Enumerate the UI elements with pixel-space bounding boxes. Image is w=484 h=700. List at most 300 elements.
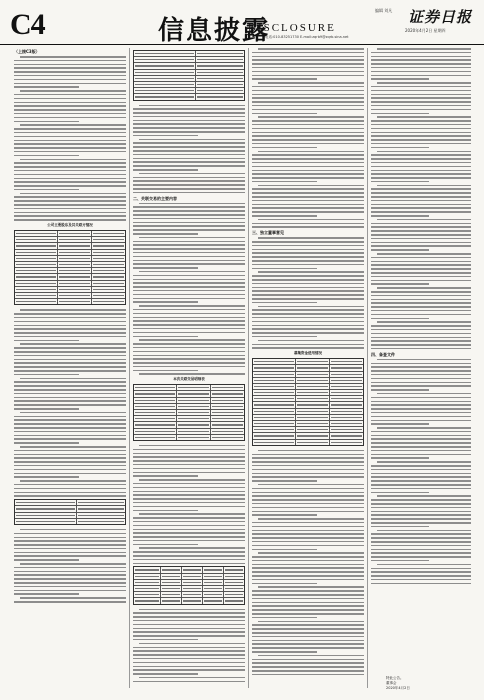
text-line: [371, 170, 471, 172]
text-line: [377, 321, 471, 323]
text-line: [162, 569, 180, 570]
text-line: [252, 67, 364, 69]
table-cell: [296, 402, 330, 407]
table-cell: [330, 427, 363, 432]
table-cell: [92, 268, 125, 273]
table-cell: [58, 250, 92, 255]
text-line: [133, 506, 245, 508]
text-line: [133, 544, 198, 546]
text-line: [14, 321, 126, 323]
table-cell: [161, 580, 182, 585]
table-cell: [134, 404, 177, 409]
text-line: [212, 431, 243, 432]
table-cell: [58, 293, 92, 298]
text-line: [371, 78, 429, 80]
text-line: [139, 139, 245, 141]
table-cell: [253, 365, 296, 370]
signature-text: 特此公告。: [386, 676, 404, 680]
table-cell: [15, 519, 77, 524]
section-title: 信息披露: [158, 16, 271, 46]
text-line: [254, 392, 294, 393]
text-line: [371, 177, 471, 179]
text-line: [252, 598, 364, 600]
text-line: [14, 75, 126, 77]
text-line: [371, 306, 471, 308]
text-line: [204, 588, 222, 589]
text-line: [371, 90, 471, 92]
text-line: [371, 283, 429, 285]
text-line: [371, 280, 471, 282]
text-line: [371, 526, 429, 528]
text-line: [331, 386, 362, 387]
text-line: [133, 142, 245, 144]
text-line: [252, 632, 364, 634]
text-line: [133, 267, 198, 269]
text-line: [252, 313, 364, 315]
text-line: [14, 113, 126, 115]
table-cell: [330, 384, 363, 389]
table-cell: [161, 574, 182, 579]
text-line: [371, 276, 471, 278]
table-cell: [224, 574, 244, 579]
text-line: [178, 393, 209, 394]
table-cell: [211, 410, 244, 415]
text-line: [20, 90, 126, 92]
text-line: [135, 393, 175, 394]
text-line: [371, 120, 471, 122]
text-line: [252, 575, 364, 577]
text-line: [204, 600, 222, 601]
text-line: [252, 204, 364, 206]
text-line: [59, 233, 90, 234]
text-line: [371, 158, 471, 160]
text-line: [133, 161, 245, 163]
table-cell: [15, 237, 58, 242]
text-line: [377, 48, 471, 50]
table-cell: [211, 404, 244, 409]
table-cell: [296, 440, 330, 445]
text-line: [133, 456, 245, 458]
text-line: [252, 511, 364, 513]
text-line: [297, 380, 328, 381]
text-line: [59, 252, 90, 253]
text-line: [258, 484, 364, 486]
text-line: [14, 450, 126, 452]
text-line: [254, 404, 294, 405]
text-line: [20, 446, 126, 448]
text-line: [16, 283, 56, 284]
table-cell: [330, 402, 363, 407]
table-cell: [161, 598, 182, 603]
text-line: [297, 429, 328, 430]
table-cell: [182, 567, 203, 572]
text-line: [254, 374, 294, 375]
text-line: [377, 151, 471, 153]
text-line: [252, 109, 364, 111]
text-line: [197, 90, 243, 91]
text-line: [371, 147, 429, 149]
text-line: [252, 147, 317, 149]
text-line: [133, 188, 245, 190]
text-line: [331, 404, 362, 405]
text-block: [133, 105, 245, 194]
text-line: [297, 398, 328, 399]
text-line: [371, 575, 471, 577]
text-line: [258, 151, 364, 153]
text-line: [133, 123, 245, 125]
text-line: [93, 245, 124, 246]
text-line: [14, 332, 126, 334]
text-line: [252, 325, 364, 327]
table-cell: [211, 435, 244, 440]
text-line: [133, 639, 198, 641]
text-block: [133, 203, 245, 375]
table-cell: [203, 592, 224, 597]
text-line: [178, 424, 209, 425]
text-line: [133, 347, 245, 349]
text-block: [252, 48, 364, 228]
table-cell: [253, 433, 296, 438]
text-line: [377, 185, 471, 187]
text-line: [14, 189, 79, 191]
text-line: [133, 475, 198, 477]
text-line: [16, 270, 56, 271]
table-cell: [253, 415, 296, 420]
text-line: [139, 203, 245, 205]
text-line: [371, 75, 471, 77]
text-line: [371, 450, 471, 452]
text-line: [139, 609, 245, 611]
text-line: [371, 366, 471, 368]
text-line: [14, 423, 126, 425]
text-line: [331, 411, 362, 412]
text-line: [371, 295, 471, 297]
section-heading: 二、关联交易的主要内容: [133, 195, 177, 201]
table-cell: [203, 567, 224, 572]
table-cell: [330, 365, 363, 370]
text-line: [371, 63, 471, 65]
text-line: [225, 569, 243, 570]
table-cell: [253, 378, 296, 383]
text-line: [16, 508, 75, 509]
text-line: [371, 469, 471, 471]
text-line: [212, 418, 243, 419]
text-line: [252, 177, 364, 179]
text-line: [139, 547, 245, 549]
text-line: [254, 429, 294, 430]
text-line: [252, 302, 317, 304]
text-line: [377, 393, 471, 395]
text-line: [371, 215, 429, 217]
text-line: [20, 480, 126, 482]
section-title-en: DISCLOSURE: [248, 22, 336, 34]
text-line: [14, 559, 79, 561]
text-line: [252, 454, 364, 456]
text-line: [14, 571, 126, 573]
table-row: [134, 435, 244, 440]
text-line: [14, 109, 126, 111]
text-line: [371, 363, 471, 365]
text-line: [371, 333, 471, 335]
table-cell: [134, 57, 196, 62]
text-line: [135, 72, 194, 73]
text-line: [252, 75, 364, 77]
text-line: [183, 576, 201, 577]
text-line: [135, 387, 175, 388]
text-line: [252, 59, 364, 61]
text-line: [139, 237, 245, 239]
text-line: [377, 461, 471, 463]
signature-company: 董事会: [386, 681, 397, 685]
text-line: [183, 588, 201, 589]
table-cell: [253, 396, 296, 401]
table-cell: [177, 398, 211, 403]
text-line: [139, 445, 245, 447]
text-line: [133, 351, 245, 353]
text-line: [252, 226, 364, 228]
text-line: [133, 491, 245, 493]
text-line: [139, 339, 245, 341]
text-line: [252, 590, 364, 592]
table-cell: [177, 404, 211, 409]
text-line: [331, 429, 362, 430]
text-line: [14, 212, 126, 214]
text-line: [133, 647, 245, 649]
text-line: [135, 424, 175, 425]
text-line: [14, 151, 126, 153]
text-line: [14, 121, 79, 123]
table-cell: [58, 274, 92, 279]
table-cell: [134, 391, 177, 396]
text-line: [14, 200, 126, 202]
text-line: [258, 518, 364, 520]
text-line: [252, 71, 364, 73]
table-cell: [15, 262, 58, 267]
text-line: [371, 480, 471, 482]
text-line: [14, 86, 79, 88]
text-line: [252, 647, 364, 649]
table-cell: [15, 250, 58, 255]
text-line: [14, 181, 126, 183]
text-line: [20, 529, 126, 531]
text-line: [371, 192, 471, 194]
text-line: [139, 271, 245, 273]
text-line: [212, 387, 243, 388]
text-line: [252, 86, 364, 88]
table-cell: [211, 385, 244, 390]
text-line: [252, 249, 364, 251]
table-cell: [296, 359, 330, 364]
table-cell: [134, 82, 196, 87]
text-line: [133, 487, 245, 489]
text-line: [252, 469, 364, 471]
text-line: [93, 295, 124, 296]
text-line: [133, 252, 245, 254]
text-line: [133, 184, 245, 186]
text-line: [14, 215, 126, 217]
table-cell: [296, 390, 330, 395]
text-line: [371, 128, 471, 130]
text-line: [331, 442, 362, 443]
table-cell: [196, 82, 244, 87]
table-cell: [15, 287, 58, 292]
text-line: [371, 423, 429, 425]
text-line: [135, 65, 194, 66]
text-line: [14, 317, 126, 319]
text-line: [16, 289, 56, 290]
table-cell: [177, 429, 211, 434]
table-cell: [330, 421, 363, 426]
table-cell: [196, 57, 244, 62]
text-line: [14, 71, 126, 73]
table-cell: [177, 422, 211, 427]
text-line: [14, 457, 126, 459]
table-cell: [134, 598, 161, 603]
table-cell: [203, 598, 224, 603]
table-cell: [253, 402, 296, 407]
table-cell: [58, 268, 92, 273]
text-line: [14, 578, 126, 580]
text-block: [252, 237, 364, 349]
text-line: [14, 435, 126, 437]
text-line: [162, 588, 180, 589]
text-line: [371, 404, 471, 406]
text-line: [252, 124, 364, 126]
text-line: [252, 567, 364, 569]
text-line: [371, 173, 471, 175]
text-line: [212, 424, 243, 425]
text-line: [133, 320, 245, 322]
text-line: [252, 298, 364, 300]
text-line: [371, 325, 471, 327]
text-line: [139, 373, 245, 375]
table-cell: [211, 422, 244, 427]
text-line: [197, 84, 243, 85]
text-line: [371, 492, 429, 494]
table-cell: [58, 287, 92, 292]
table-cell: [134, 580, 161, 585]
text-line: [252, 268, 317, 270]
text-line: [371, 476, 471, 478]
text-line: [252, 56, 364, 58]
text-line: [133, 177, 245, 179]
text-line: [14, 582, 126, 584]
table-cell: [134, 592, 161, 597]
text-line: [16, 301, 56, 302]
text-line: [197, 72, 243, 73]
text-line: [162, 582, 180, 583]
table-cell: [211, 416, 244, 421]
section-heading: （上接C3版）: [14, 49, 40, 54]
text-line: [14, 67, 126, 69]
text-line: [183, 600, 201, 601]
table-cell: [177, 391, 211, 396]
text-line: [252, 170, 364, 172]
text-line: [252, 52, 364, 54]
text-line: [14, 366, 126, 368]
text-line: [78, 508, 124, 509]
table-cell: [92, 274, 125, 279]
table-cell: [134, 88, 196, 93]
text-line: [133, 263, 245, 265]
text-line: [371, 196, 471, 198]
text-line: [14, 128, 126, 130]
table-cell: [58, 243, 92, 248]
table-cell: [296, 378, 330, 383]
text-line: [377, 253, 471, 255]
table-cell: [134, 416, 177, 421]
text-line: [371, 329, 471, 331]
table-cell: [134, 94, 196, 99]
text-line: [133, 464, 245, 466]
table-cell: [92, 281, 125, 286]
text-line: [371, 583, 471, 585]
table-cell: [253, 409, 296, 414]
text-line: [59, 264, 90, 265]
shareholder-table: [14, 230, 126, 305]
text-line: [297, 392, 328, 393]
text-line: [59, 239, 90, 240]
text-line: [371, 518, 471, 520]
text-line: [59, 245, 90, 246]
text-line: [371, 465, 471, 467]
top-table: [133, 50, 245, 101]
text-line: [133, 662, 245, 664]
table-cell: [203, 574, 224, 579]
text-line: [252, 78, 317, 80]
text-line: [252, 264, 364, 266]
text-line: [135, 569, 159, 570]
column-rule: [367, 48, 368, 688]
table-cell: [253, 372, 296, 377]
text-line: [204, 582, 222, 583]
text-line: [14, 208, 126, 210]
text-line: [377, 359, 471, 361]
text-line: [16, 252, 56, 253]
text-line: [14, 155, 79, 157]
text-line: [252, 241, 364, 243]
small-table: [14, 499, 126, 525]
text-line: [252, 336, 317, 338]
table-cell: [134, 586, 161, 591]
text-line: [254, 361, 294, 362]
text-line: [20, 159, 126, 161]
text-line: [14, 442, 79, 444]
text-line: [297, 386, 328, 387]
text-line: [135, 84, 194, 85]
text-line: [371, 162, 471, 164]
text-line: [133, 358, 245, 360]
text-line: [212, 412, 243, 413]
text-line: [20, 56, 126, 58]
text-line: [16, 239, 56, 240]
text-line: [133, 131, 245, 133]
text-line: [371, 503, 471, 505]
text-line: [371, 257, 471, 259]
text-line: [252, 245, 364, 247]
text-line: [20, 597, 126, 599]
text-line: [258, 340, 364, 342]
text-line: [16, 276, 56, 277]
table-cell: [92, 250, 125, 255]
text-line: [14, 178, 126, 180]
text-line: [133, 150, 245, 152]
text-line: [254, 435, 294, 436]
text-line: [133, 532, 245, 534]
text-line: [133, 135, 198, 137]
text-line: [93, 252, 124, 253]
text-line: [371, 211, 471, 213]
